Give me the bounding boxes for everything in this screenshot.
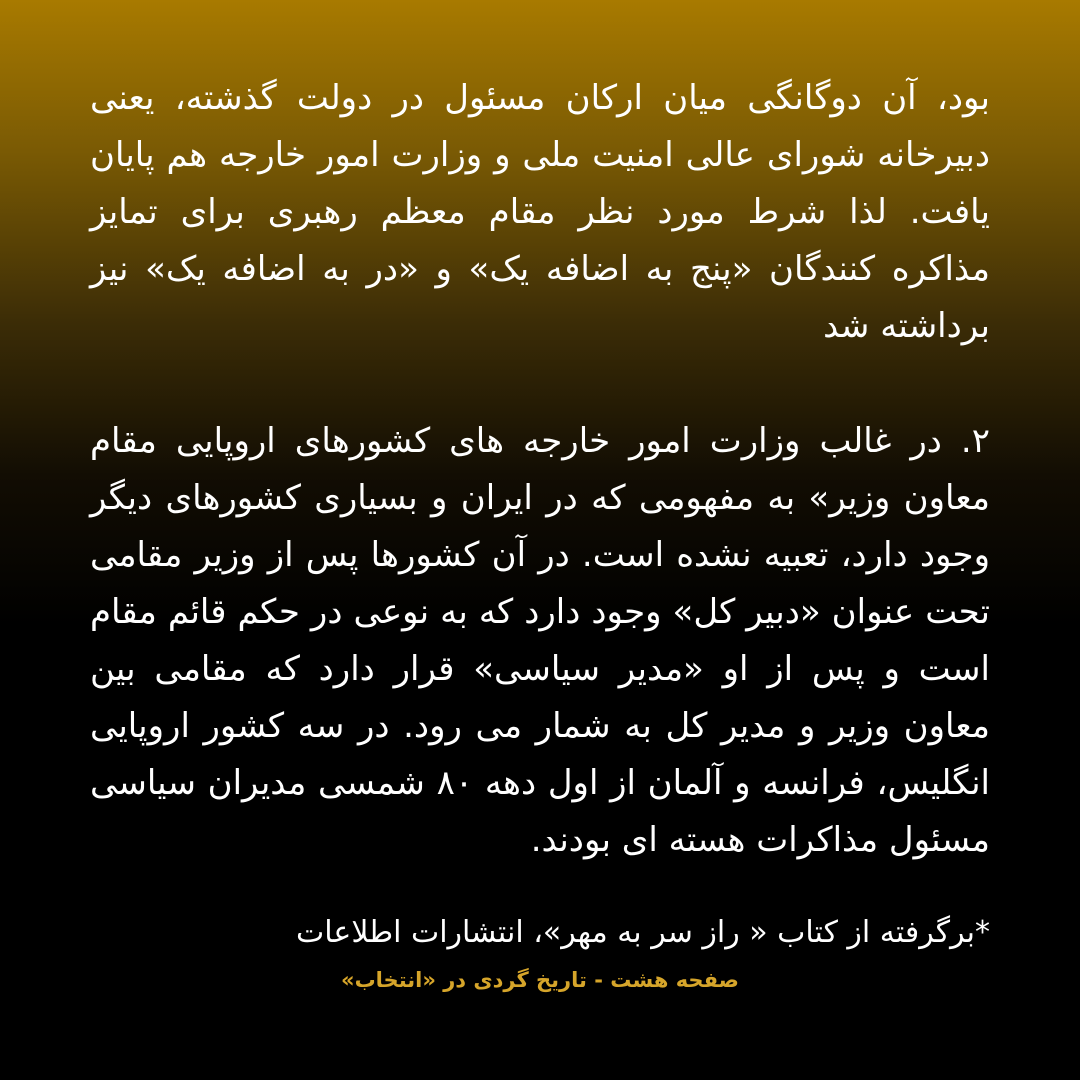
paragraph-two: ۲. در غالب وزارت امور خارجه های کشورهای اروپایی مقام معاون وزیر» به مفهومی که در ایران و بسیاری کشورهای دیگر وجود دارد، تعبیه نشده است. در آن کشورها پس از وزیر مقامی تحت عنوان «دبیر کل» وجود دارد که به نوعی در حکم قائم مقام است و پس از او «مدیر سیاسی» قرار دارد که مقامی بین معاون وزیر و مدیر کل به شمار می رود. در سه کشور اروپایی انگلیس، فرانسه و آلمان از اول دهه ۸۰ شمسی مدیران سیاسی مسئول مذاکرات هسته ای بودند. <box>90 421 990 860</box>
paragraph-one: بود، آن دوگانگی میان ارکان مسئول در دولت گذشته، یعنی دبیرخانه شورای عالی امنیت ملی و وزارت امور خارجه هم پایان یافت. لذا شرط مورد نظر مقام معظم رهبری برای تمایز مذاکره کنندگان «پنج به اضافه یک» و «در به اضافه یک» نیز برداشته شد <box>90 78 990 346</box>
footer-caption: صفحه هشت - تاریخ گردی در «انتخاب» <box>341 968 739 992</box>
article-body <box>90 70 990 1010</box>
source-note: *برگرفته از کتاب « راز سر به مهر»، انتشارات اطلاعات <box>296 915 990 950</box>
